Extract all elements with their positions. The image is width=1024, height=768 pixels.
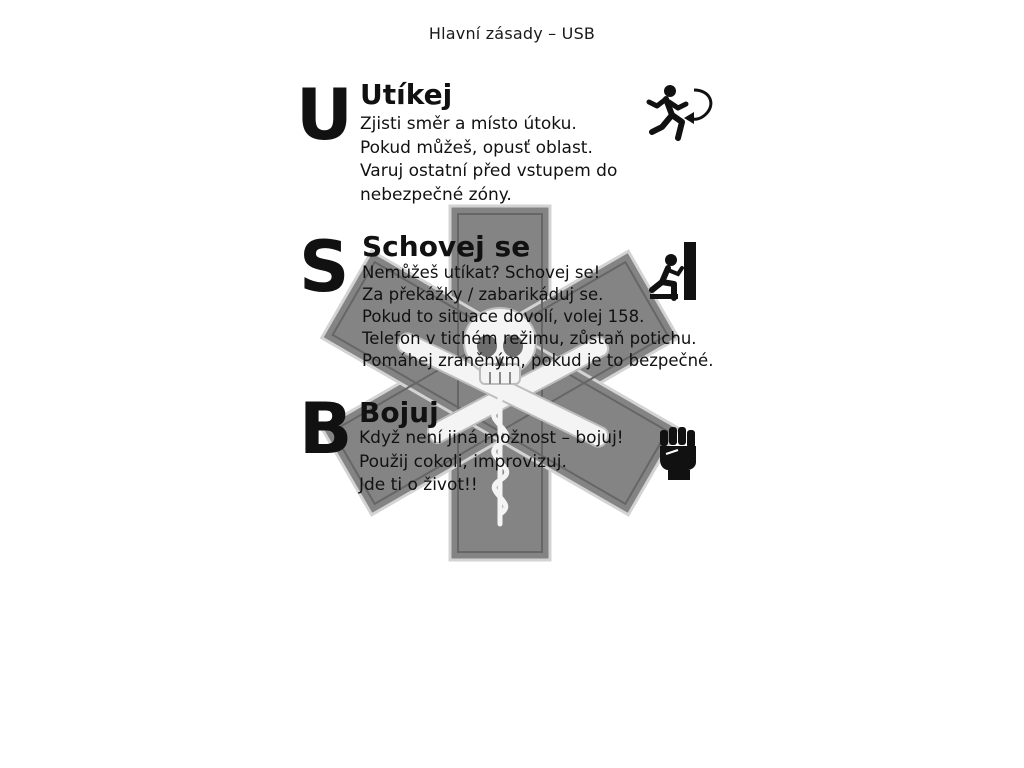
section-line: Zjisti směr a místo útoku. bbox=[360, 114, 577, 134]
section-heading: Bojuj bbox=[359, 396, 439, 429]
hiding-person-icon bbox=[646, 238, 700, 302]
section-letter: U bbox=[296, 74, 353, 156]
section-line: Nemůžeš utíkat? Schovej se! bbox=[362, 263, 601, 282]
section-line: Pomáhej zraněným, pokud je to bezpečné. bbox=[362, 351, 714, 370]
raised-fist-icon bbox=[656, 424, 700, 482]
running-person-icon bbox=[644, 82, 718, 144]
section-line: Pokud to situace dovolí, volej 158. bbox=[362, 307, 645, 326]
section-body bbox=[360, 113, 617, 207]
section-letter: S bbox=[299, 226, 350, 308]
section-line: nebezpečné zóny. bbox=[360, 184, 512, 205]
section-heading: Utíkej bbox=[360, 78, 453, 111]
section-line: Jde ti o život!! bbox=[359, 475, 478, 495]
section-line: Varuj ostatní před vstupem do bbox=[360, 161, 618, 181]
section-line: Když není jiná možnost – bojuj! bbox=[359, 428, 624, 448]
section-heading: Schovej se bbox=[362, 230, 531, 263]
section-line: Použij cokoli, improvizuj. bbox=[359, 451, 567, 472]
section-letter: B bbox=[299, 388, 353, 470]
section-line: Za překážky / zabarikáduj se. bbox=[362, 285, 604, 304]
page-title: Hlavní zásady – USB bbox=[428, 24, 596, 43]
section-line: Pokud můžeš, opusť oblast. bbox=[360, 137, 593, 158]
section-body bbox=[359, 427, 624, 498]
section-line: Telefon v tichém režimu, zůstaň potichu. bbox=[362, 329, 697, 348]
